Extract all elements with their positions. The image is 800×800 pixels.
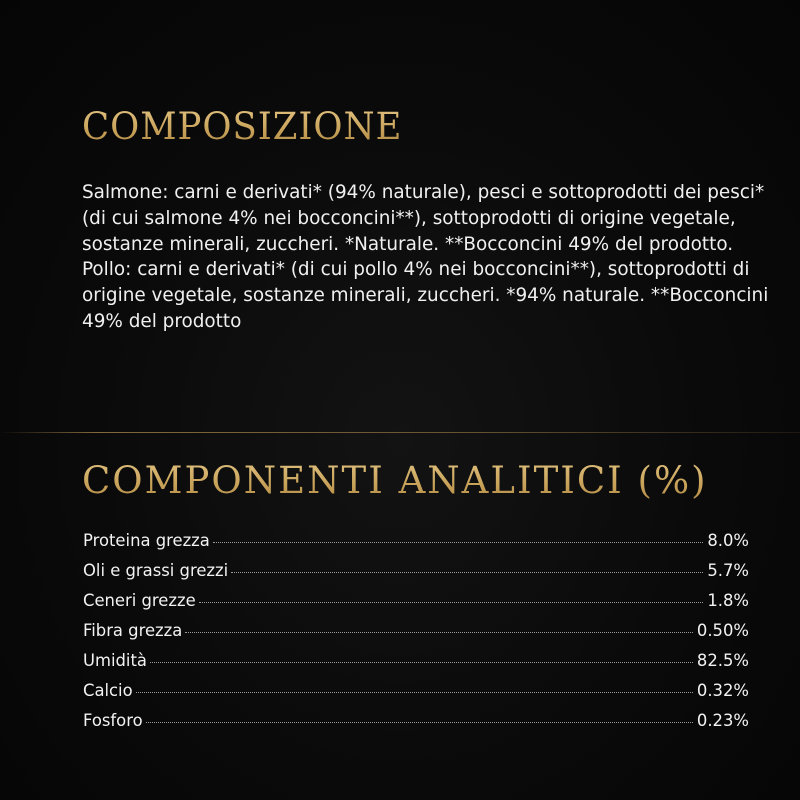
analytics-value: 0.23%: [696, 711, 749, 730]
dot-leader: [185, 632, 693, 633]
analytics-row: [83, 711, 749, 741]
analytics-label: Oli e grassi grezzi: [83, 561, 229, 580]
dot-leader: [150, 662, 693, 663]
composition-title: COMPOSIZIONE: [82, 102, 402, 152]
analytics-value: 0.50%: [696, 621, 749, 640]
analytics-row: [83, 531, 749, 561]
dot-leader: [146, 722, 693, 723]
analytics-label: Umidità: [83, 651, 147, 670]
composition-text: Salmone: carni e derivati* (94% naturale), pesci e sottoprodotti dei pesci* (di cui salmone 4% nei bocconcini**), sottoprodotti di origine vegetale, sostanze minerali, zuccheri. *Naturale. **Bocconcini 49% del prodotto. Pollo: carni e derivati* (di cui pollo 4% nei bocconcini**), sottoprodotti di origine vegetale, sostanze minerali, zuccheri. *94% naturale. **Bocconcini 49% del prodotto: [82, 182, 769, 332]
analytics-row: [83, 651, 749, 681]
analytics-label: Proteina grezza: [83, 531, 210, 550]
dot-leader: [213, 542, 704, 543]
analytics-value: 5.7%: [707, 561, 749, 580]
section-divider: [0, 432, 800, 433]
analytics-label: Ceneri grezze: [83, 591, 196, 610]
analytics-label: Calcio: [83, 681, 133, 700]
analytics-row: [83, 591, 749, 621]
dot-leader: [231, 572, 703, 573]
analytics-value: 1.8%: [707, 591, 749, 610]
analytics-label: Fosforo: [83, 711, 143, 730]
analytics-label: Fibra grezza: [83, 621, 183, 640]
analytics-row: [83, 621, 749, 651]
dot-leader: [136, 692, 693, 693]
analytics-row: [83, 561, 749, 591]
analytics-list: [83, 531, 749, 741]
analytics-row: [83, 681, 749, 711]
analytics-title: COMPONENTI ANALITICI (%): [82, 453, 708, 509]
analytics-value: 8.0%: [707, 531, 749, 550]
dot-leader: [199, 602, 704, 603]
analytics-value: 0.32%: [696, 681, 749, 700]
analytics-value: 82.5%: [696, 651, 749, 670]
